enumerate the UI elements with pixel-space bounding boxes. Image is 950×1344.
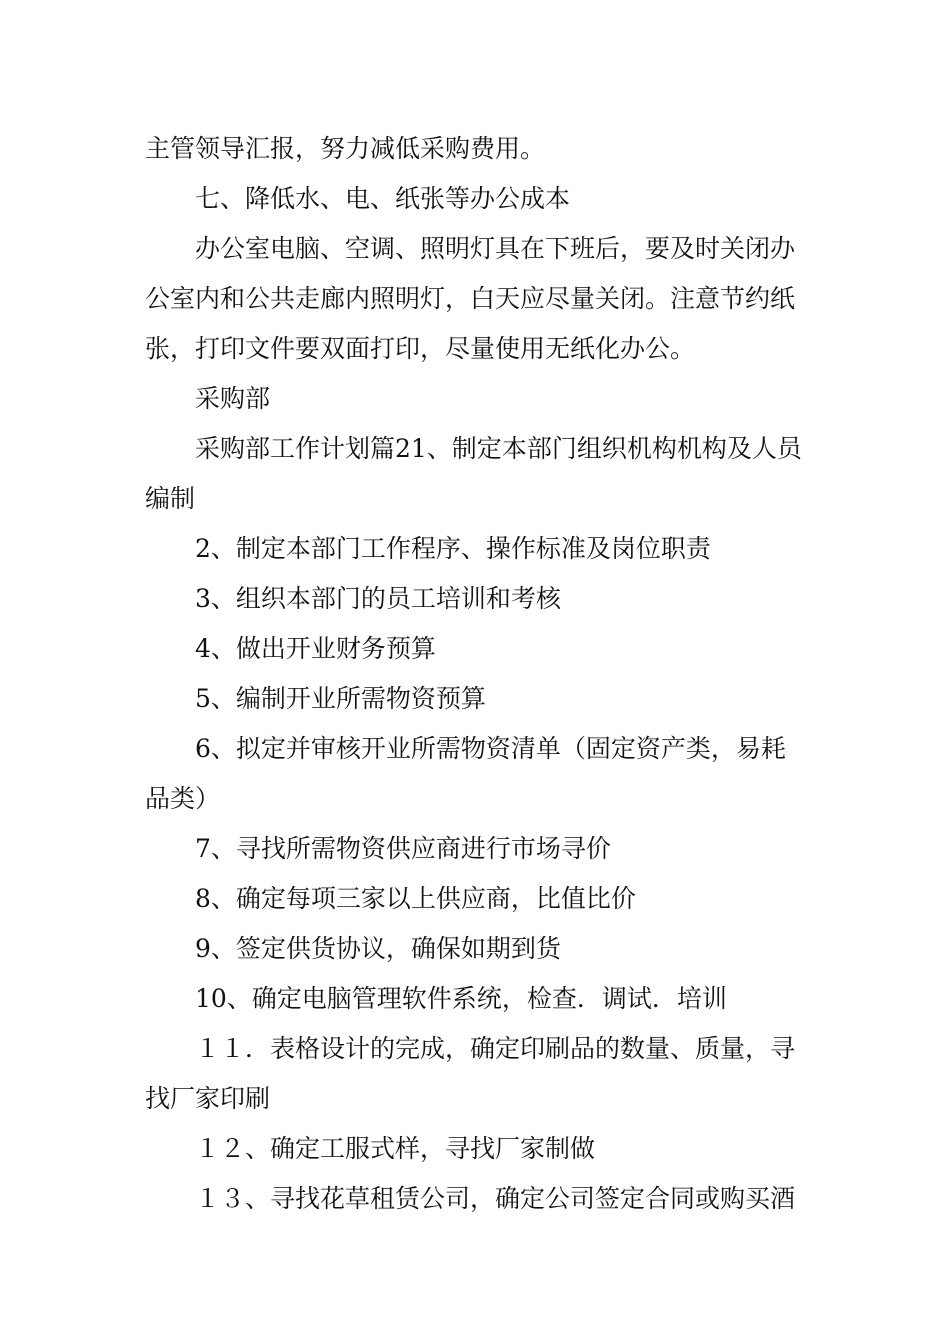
list-item-4: 4、做出开业财务预算 (195, 634, 436, 663)
heading-purchasing-dept: 采购部 (195, 384, 271, 413)
list-item-11: １１．表格设计的完成，确定印刷品的数量、质量，寻找厂家印刷 (145, 1034, 796, 1113)
list-item-5: 5、编制开业所需物资预算 (195, 684, 486, 713)
list-item-1: 采购部工作计划篇21、制定本部门组织机构机构及人员编制 (145, 434, 802, 513)
list-item-8: 8、确定每项三家以上供应商，比值比价 (195, 884, 636, 913)
document-body (145, 124, 810, 1224)
list-item-6: 6、拟定并审核开业所需物资清单（固定资产类，易耗品类） (145, 734, 786, 813)
list-item-9: 9、签定供货协议，确保如期到货 (195, 934, 561, 963)
section-heading-seven: 七、降低水、电、纸张等办公成本 (195, 184, 571, 213)
list-item-10: 10、确定电脑管理软件系统，检查．调试．培训 (195, 984, 727, 1013)
paragraph-continuation: 主管领导汇报，努力减低采购费用。 (145, 134, 546, 163)
paragraph-office-energy: 办公室电脑、空调、照明灯具在下班后，要及时关闭办公室内和公共走廊内照明灯，白天应尽量关闭。注意节约纸张，打印文件要双面打印，尽量使用无纸化办公。 (145, 234, 796, 363)
list-item-3: 3、组织本部门的员工培训和考核 (195, 584, 561, 613)
list-item-7: 7、寻找所需物资供应商进行市场寻价 (195, 834, 611, 863)
list-item-12: １２、确定工服式样，寻找厂家制做 (195, 1134, 596, 1163)
list-item-2: 2、制定本部门工作程序、操作标准及岗位职责 (195, 534, 711, 563)
list-item-13: １３、寻找花草租赁公司，确定公司签定合同或购买酒 (195, 1184, 796, 1213)
